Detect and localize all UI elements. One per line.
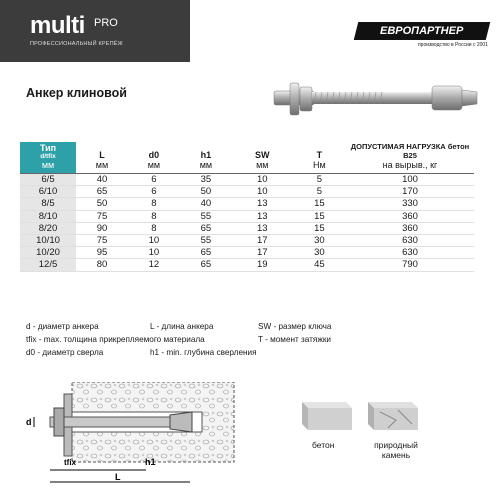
table-cell: 65	[180, 259, 232, 271]
multi-pro-logo	[0, 0, 190, 62]
anchor-bolt-illustration	[272, 78, 482, 120]
legend-SW: SW - размер ключа	[258, 322, 332, 331]
table-cell: 5	[293, 174, 346, 186]
table-cell: 12/5	[20, 259, 76, 271]
table-cell: 8/10	[20, 210, 76, 222]
table-row	[20, 210, 474, 222]
table-cell: 10	[128, 234, 180, 246]
col-torque-label: T	[316, 150, 323, 160]
col-drill-depth-label: h1	[200, 150, 212, 160]
table-cell: 30	[293, 234, 346, 246]
brand-tagline: ПРОФЕССИОНАЛЬНЫЙ КРЕПЁЖ	[30, 41, 123, 47]
col-wrench-size	[232, 142, 293, 174]
table-cell: 630	[346, 234, 474, 246]
table-cell: 10	[232, 186, 293, 198]
col-load	[346, 142, 474, 174]
table-row	[20, 186, 474, 198]
col-drill-diameter-unit: мм	[147, 160, 161, 170]
table-cell: 45	[293, 259, 346, 271]
col-type	[20, 142, 76, 174]
table-cell: 8	[128, 198, 180, 210]
table-cell: 360	[346, 210, 474, 222]
table-cell: 13	[232, 210, 293, 222]
table-cell: 90	[76, 222, 128, 234]
material-concrete: бетон	[312, 440, 335, 450]
installation-diagram	[20, 382, 250, 487]
table-cell: 40	[180, 198, 232, 210]
table-row	[20, 247, 474, 259]
diagram-d: d	[26, 417, 32, 427]
col-length-unit: мм	[95, 160, 109, 170]
table-cell: 95	[76, 247, 128, 259]
brand-name: multi	[30, 12, 85, 39]
table-cell: 100	[346, 174, 474, 186]
table-cell: 630	[346, 247, 474, 259]
col-wrench-size-label: SW	[255, 150, 270, 160]
table-cell: 6/5	[20, 174, 76, 186]
col-drill-depth-unit: мм	[199, 160, 213, 170]
table-header-row	[20, 142, 474, 174]
table-cell: 19	[232, 259, 293, 271]
table-cell: 8	[128, 222, 180, 234]
diagram-tfix: tfix	[64, 458, 76, 467]
col-torque-unit: Нм	[313, 160, 326, 170]
table-cell: 15	[293, 222, 346, 234]
table-cell: 17	[232, 234, 293, 246]
table-cell: 6	[128, 186, 180, 198]
col-type-label: Тип	[39, 143, 57, 153]
legend-h1: h1 - min. глубина сверления	[150, 348, 257, 357]
table-cell: 75	[76, 210, 128, 222]
col-torque	[293, 142, 346, 174]
table-row	[20, 259, 474, 271]
europartner-logo	[354, 22, 490, 40]
table-cell: 50	[180, 186, 232, 198]
header	[0, 0, 500, 62]
table-row	[20, 222, 474, 234]
diagram-L: L	[115, 472, 121, 482]
table-row	[20, 234, 474, 246]
table-cell: 170	[346, 186, 474, 198]
table-cell: 6/10	[20, 186, 76, 198]
table-cell: 55	[180, 234, 232, 246]
partner-name: ЕВРОПАРТНЕР	[380, 25, 464, 37]
table-cell: 50	[76, 198, 128, 210]
spec-table	[20, 142, 474, 272]
brand-suffix: PRO	[94, 17, 118, 29]
table-cell: 80	[76, 259, 128, 271]
table-row	[20, 198, 474, 210]
col-drill-depth	[180, 142, 232, 174]
table-cell: 360	[346, 222, 474, 234]
table-cell: 15	[293, 198, 346, 210]
table-cell: 12	[128, 259, 180, 271]
col-drill-diameter	[128, 142, 180, 174]
col-length	[76, 142, 128, 174]
col-length-label: L	[99, 150, 105, 160]
table-cell: 65	[180, 247, 232, 259]
table-cell: 30	[293, 247, 346, 259]
legend-d0: d0 - диаметр сверла	[26, 348, 104, 357]
table-cell: 13	[232, 222, 293, 234]
partner-tagline: производство в России с 2001	[417, 42, 488, 48]
table-cell: 65	[180, 222, 232, 234]
table-cell: 6	[128, 174, 180, 186]
natural-stone-icon	[368, 402, 424, 432]
table-cell: 75	[76, 234, 128, 246]
col-type-sub: d/tfix	[40, 153, 56, 160]
table-cell: 35	[180, 174, 232, 186]
table-cell: 10/20	[20, 247, 76, 259]
table-cell: 790	[346, 259, 474, 271]
table-cell: 10/10	[20, 234, 76, 246]
table-cell: 55	[180, 210, 232, 222]
col-load-unit: на вырыв., кг	[382, 160, 438, 170]
table-cell: 8/20	[20, 222, 76, 234]
table-body	[20, 174, 474, 272]
table-cell: 8	[128, 210, 180, 222]
concrete-block-icon	[302, 402, 358, 432]
table-cell: 17	[232, 247, 293, 259]
col-drill-diameter-label: d0	[148, 150, 160, 160]
table-cell: 40	[76, 174, 128, 186]
col-type-unit: мм	[41, 160, 55, 170]
legend-d: d - диаметр анкера	[26, 322, 99, 331]
material-stone: природный камень	[374, 440, 418, 460]
table-cell: 13	[232, 198, 293, 210]
table-cell: 65	[76, 186, 128, 198]
table-cell: 330	[346, 198, 474, 210]
table-cell: 10	[232, 174, 293, 186]
col-load-label: ДОПУСТИМАЯ НАГРУЗКА бетон В25	[350, 142, 470, 160]
legend-tfix: tfix - max. толщина прикрепляемого материала	[26, 335, 205, 344]
table-cell: 10	[128, 247, 180, 259]
table-cell: 5	[293, 186, 346, 198]
page-title: Анкер клиновой	[26, 86, 127, 100]
legend-L: L - длина анкера	[150, 322, 214, 331]
table-cell: 8/5	[20, 198, 76, 210]
col-wrench-size-unit: мм	[256, 160, 269, 170]
legend-T: T - момент затяжки	[258, 335, 331, 344]
table-cell: 15	[293, 210, 346, 222]
table-row	[20, 174, 474, 186]
diagram-h1: h1	[145, 457, 156, 467]
